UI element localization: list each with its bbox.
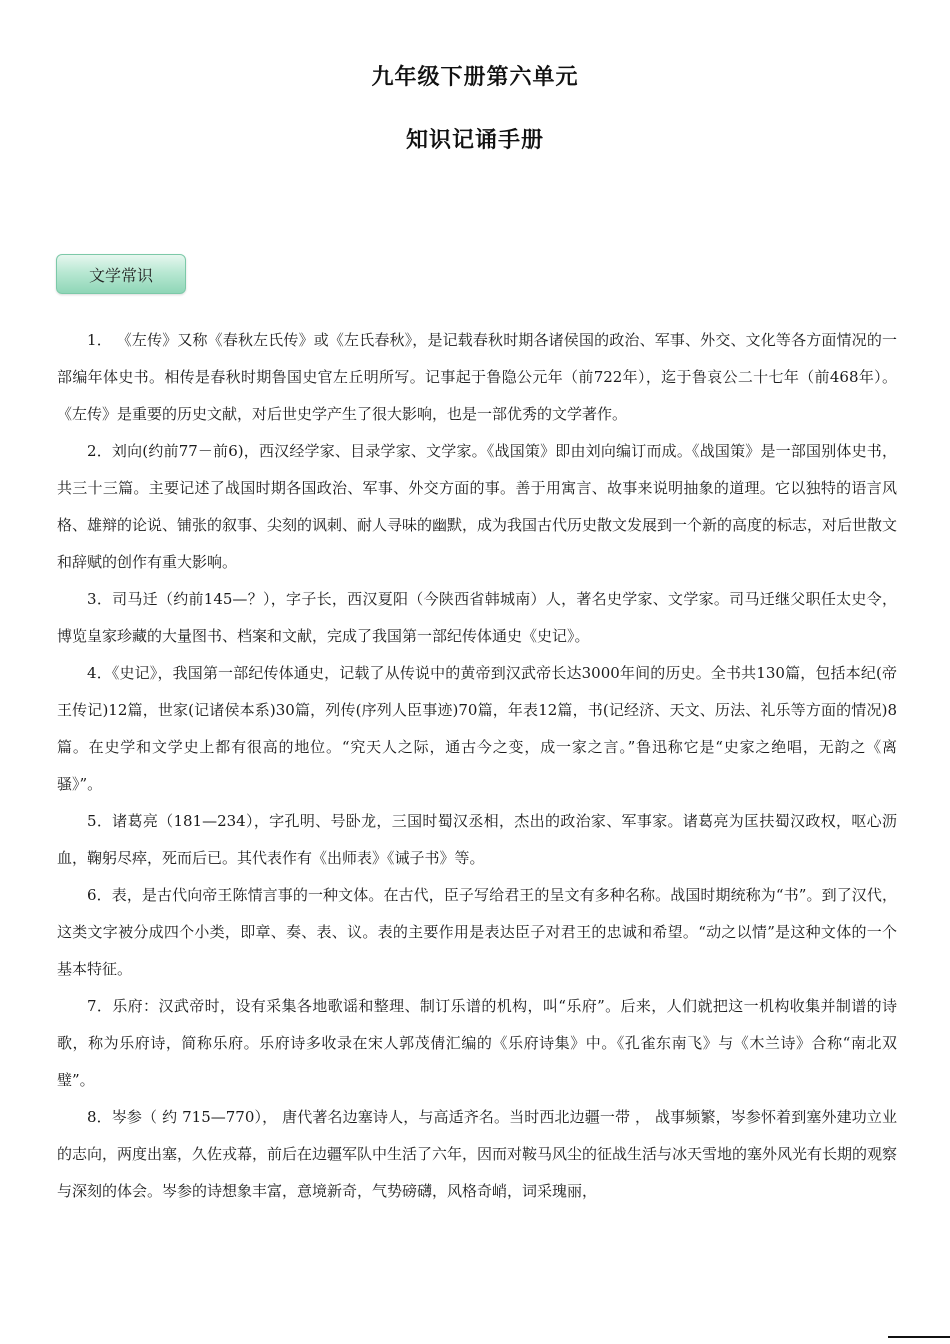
document-body bbox=[57, 322, 897, 1210]
paragraph: 7．乐府：汉武帝时，设有采集各地歌谣和整理、制订乐谱的机构，叫“乐府”。后来，人们就把这一机构收集并制谱的诗歌，称为乐府诗，简称乐府。乐府诗多收录在宋人郭茂倩汇编的《乐府诗集》中。《孔雀东南飞》与《木兰诗》合称“南北双璧”。 bbox=[57, 997, 897, 1089]
section-badge bbox=[56, 254, 186, 294]
page-title: 九年级下册第六单元 bbox=[371, 65, 579, 90]
paragraph: 1． 《左传》又称《春秋左氏传》或《左氏春秋》，是记载春秋时期各诸侯国的政治、军事、外交、文化等各方面情况的一部编年体史书。相传是春秋时期鲁国史官左丘明所写。记事起于鲁隐公元年（前722年），迄于鲁哀公二十七年（前468年）。《左传》是重要的历史文献，对后世史学产生了很大影响，也是一部优秀的文学著作。 bbox=[57, 331, 897, 423]
paragraph: 8．岑参（ 约 715—770）， 唐代著名边塞诗人，与高适齐名。当时西北边疆一带 ， 战事频繁，岑参怀着到塞外建功立业的志向，两度出塞，久佐戎幕，前后在边疆军队中生活了六年，因而对鞍马风尘的征战生活与冰天雪地的塞外风光有长期的观察与深刻的体会。岑参的诗想象丰富，意境新奇，气势磅礴，风格奇峭，词采瑰丽， bbox=[57, 1108, 898, 1200]
paragraph: 3．司马迁（约前145—？），字子长，西汉夏阳（今陕西省韩城南）人，著名史学家、文学家。司马迁继父职任太史令，博览皇家珍藏的大量图书、档案和文献，完成了我国第一部纪传体通史《史记》。 bbox=[57, 590, 897, 645]
page-corner-rule bbox=[888, 1336, 950, 1338]
paragraph: 5．诸葛亮（181—234），字孔明、号卧龙，三国时蜀汉丞相，杰出的政治家、军事家。诸葛亮为匡扶蜀汉政权，呕心沥血，鞠躬尽瘁，死而后已。其代表作有《出师表》《诫子书》等。 bbox=[57, 812, 897, 867]
paragraph: 4．《史记》，我国第一部纪传体通史，记载了从传说中的黄帝到汉武帝长达3000年间的历史。全书共130篇，包括本纪(帝王传记)12篇，世家(记诸侯本系)30篇，列传(序列人臣事迹)70篇，年表12篇，书(记经济、天文、历法、礼乐等方面的情况)8篇。在史学和文学史上都有很高的地位。“究天人之际，通古今之变，成一家之言。”鲁迅称它是“史家之绝唱，无韵之《离骚》”。 bbox=[57, 664, 897, 793]
page-subtitle: 知识记诵手册 bbox=[405, 128, 544, 153]
paragraph: 6．表，是古代向帝王陈情言事的一种文体。在古代，臣子写给君王的呈文有多种名称。战国时期统称为“书”。到了汉代，这类文字被分成四个小类，即章、奏、表、议。表的主要作用是表达臣子对君王的忠诚和希望。“动之以情”是这种文体的一个基本特征。 bbox=[57, 886, 897, 978]
section-badge-label: 文学常识 bbox=[88, 265, 153, 285]
paragraph: 2．刘向(约前77－前6)，西汉经学家、目录学家、文学家。《战国策》即由刘向编订而成。《战国策》是一部国别体史书，共三十三篇。主要记述了战国时期各国政治、军事、外交方面的事。善于用寓言、故事来说明抽象的道理。它以独特的语言风格、雄辩的论说、铺张的叙事、尖刻的讽刺、耐人寻味的幽默，成为我国古代历史散文发展到一个新的高度的标志，对后世散文和辞赋的创作有重大影响。 bbox=[57, 442, 898, 571]
